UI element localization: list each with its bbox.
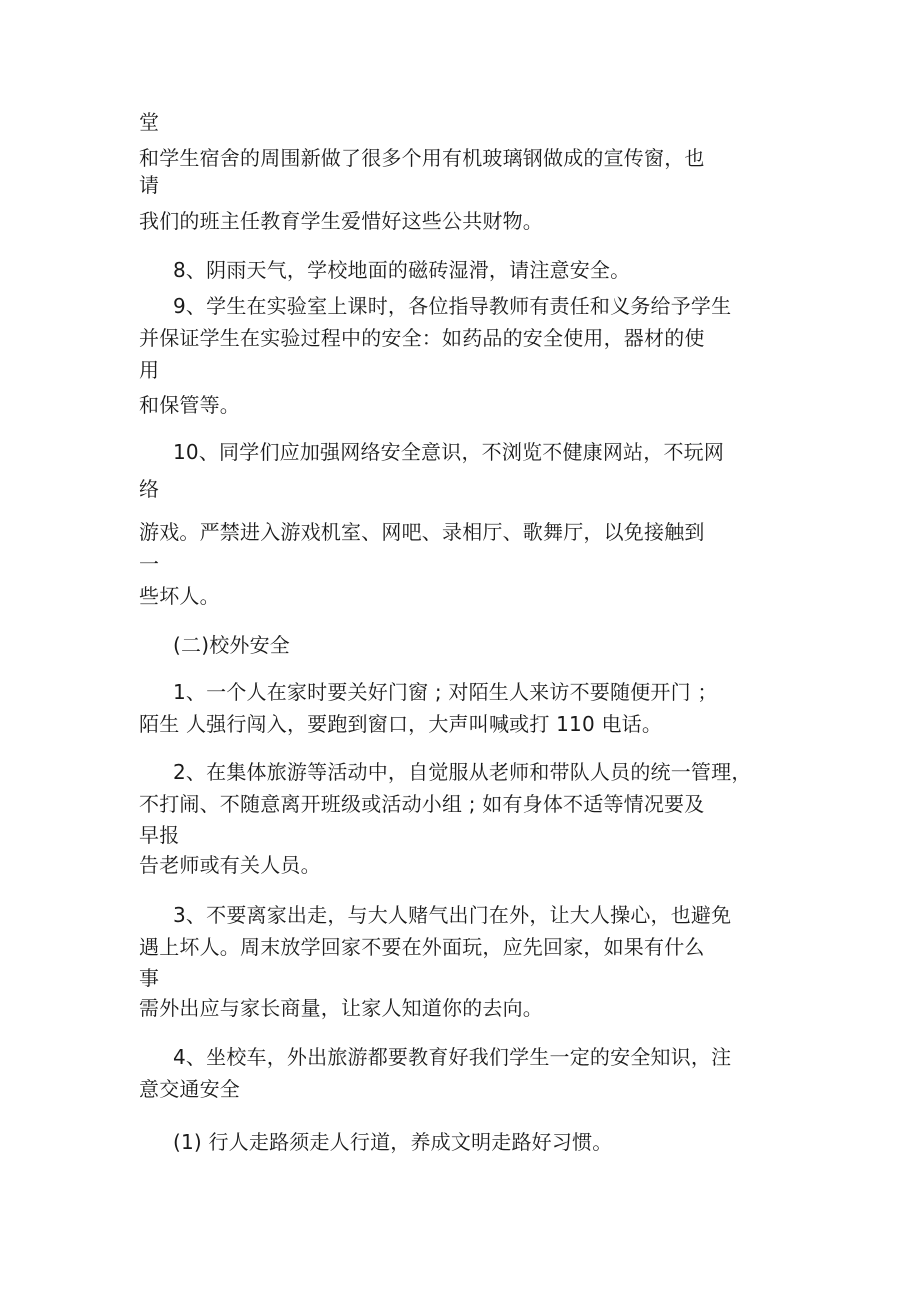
section-heading: (二)校外安全 (173, 633, 291, 657)
text-line: 1、一个人在家时要关好门窗 ; 对陌生人来访不要随便开门 ； (173, 680, 718, 704)
text-line: 不打闹、不随意离开班级或活动小组 ; 如有身体不适等情况要及 (139, 792, 705, 816)
text-line: 陌生 人强行闯入，要跑到窗口，大声叫喊或打 110 电话。 (139, 712, 663, 736)
text-line: 用 (139, 358, 160, 382)
text-line: 4、坐校车，外出旅游都要教育好我们学生一定的安全知识，注 (173, 1045, 732, 1069)
text-line: 10、同学们应加强网络安全意识，不浏览不健康网站，不玩网 (173, 440, 725, 464)
text-line: 2、在集体旅游等活动中，自觉服从老师和带队人员的统一管理， (173, 760, 752, 784)
text-line: 8、阴雨天气，学校地面的磁砖湿滑，请注意安全。 (173, 258, 631, 282)
text-line: 堂 (139, 110, 160, 134)
text-line: 请 (139, 173, 160, 197)
text-line: (1) 行人走路须走人行道，养成文明走路好习惯。 (173, 1130, 613, 1154)
text-line: 告老师或有关人员。 (139, 853, 321, 877)
text-line: 些坏人。 (139, 584, 220, 608)
text-line: 3、不要离家出走，与大人赌气出门在外，让大人操心，也避免 (173, 903, 732, 927)
text-line: 一 (139, 552, 160, 576)
text-line: 事 (139, 966, 160, 990)
text-line: 9、学生在实验室上课时，各位指导教师有责任和义务给予学生 (173, 294, 732, 318)
text-line: 意交通安全 (139, 1077, 240, 1101)
text-line: 需外出应与家长商量，让家人知道你的去向。 (139, 996, 543, 1020)
text-line: 络 (139, 477, 160, 501)
text-line: 早报 (139, 823, 180, 847)
text-line: 和学生宿舍的周围新做了很多个用有机玻璃钢做成的宣传窗，也 (139, 146, 705, 170)
text-line: 和保管等。 (139, 393, 240, 417)
text-line: 遇上坏人。周末放学回家不要在外面玩，应先回家，如果有什么 (139, 935, 705, 959)
text-line: 游戏。严禁进入游戏机室、网吧、录相厅、歌舞厅，以免接触到 (139, 520, 705, 544)
text-line: 并保证学生在实验过程中的安全：如药品的安全使用，器材的使 (139, 326, 705, 350)
text-line: 我们的班主任教育学生爱惜好这些公共财物。 (139, 209, 543, 233)
